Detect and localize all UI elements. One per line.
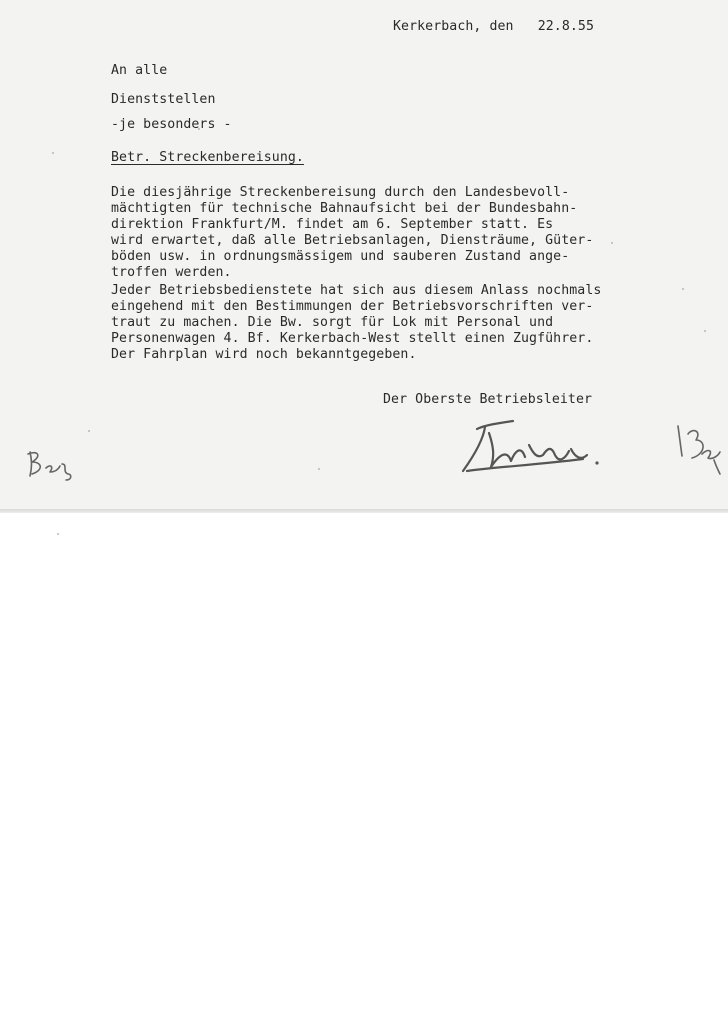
place-date: Kerkerbach, den 22.8.55 bbox=[393, 19, 594, 34]
body-line: wird erwartet, daß alle Betriebsanlagen, Diensträume, Güter- bbox=[111, 233, 594, 248]
scan-speck bbox=[682, 288, 684, 290]
scan-speck bbox=[57, 533, 59, 535]
body-line: Die diesjährige Streckenbereisung durch den Landesbevoll- bbox=[111, 185, 570, 200]
recipient-line-1: An alle bbox=[111, 63, 168, 78]
body-line: mächtigten für technische Bahnaufsicht bei der Bundesbahn- bbox=[111, 201, 578, 216]
body-line: Personenwagen 4. Bf. Kerkerbach-West stellt einen Zugführer. bbox=[111, 331, 594, 346]
blank-lower-area bbox=[0, 512, 728, 1023]
signature-mark bbox=[455, 415, 615, 485]
recipient-line-2: Dienststellen bbox=[111, 92, 216, 107]
subject-line: Betr. Streckenbereisung. bbox=[111, 150, 304, 165]
scan-speck bbox=[88, 430, 90, 432]
body-line: traut zu machen. Die Bw. sorgt für Lok mit Personal und bbox=[111, 315, 554, 330]
page-edge-shadow bbox=[0, 509, 728, 513]
scan-speck bbox=[52, 152, 54, 154]
scan-speck bbox=[611, 242, 613, 244]
recipient-line-3: -je besonders - bbox=[111, 117, 232, 132]
body-line: direktion Frankfurt/M. findet am 6. September statt. Es bbox=[111, 217, 554, 232]
margin-initials-left bbox=[22, 446, 82, 482]
scan-speck bbox=[704, 330, 706, 332]
body-line: böden usw. in ordnungsmässigem und sauberen Zustand ange- bbox=[111, 249, 570, 264]
margin-initials-right bbox=[672, 420, 728, 476]
closing-title: Der Oberste Betriebsleiter bbox=[383, 392, 593, 407]
body-line: Jeder Betriebsbedienstete hat sich aus diesem Anlass nochmals bbox=[111, 283, 602, 298]
body-line: Der Fahrplan wird noch bekanntgegeben. bbox=[111, 347, 417, 362]
body-line: eingehend mit den Bestimmungen der Betriebsvorschriften ver- bbox=[111, 299, 594, 314]
body-line: troffen werden. bbox=[111, 265, 232, 280]
scan-speck bbox=[318, 468, 320, 470]
